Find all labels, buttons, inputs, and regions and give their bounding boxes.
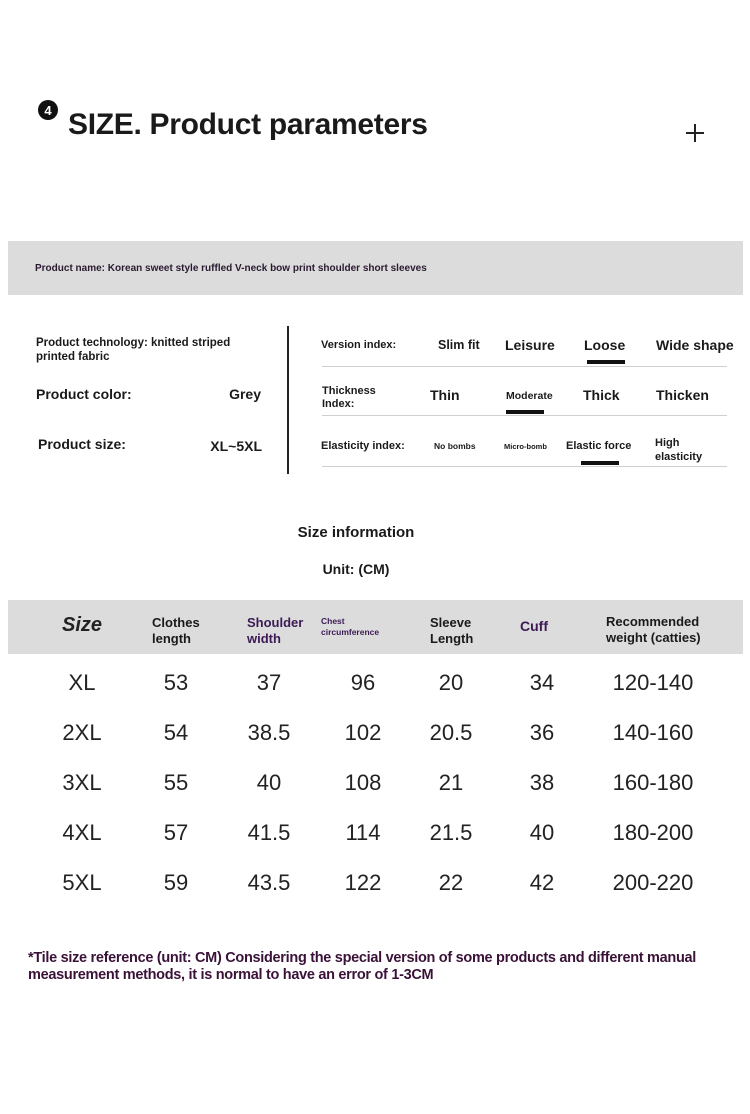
cell-chest-circumference: 102 — [344, 720, 382, 745]
cell-sleeve-length: 20.5 — [429, 720, 473, 745]
thickness-option-thicken: Thicken — [656, 387, 709, 403]
cell-cuff: 36 — [529, 720, 555, 745]
cell-cuff: 38 — [529, 770, 555, 795]
col-header-shoulder-width: Shoulder width — [247, 615, 304, 646]
cell-chest-circumference: 114 — [345, 820, 381, 845]
cell-shoulder-width: 38.5 — [247, 720, 291, 745]
cell-size: 4XL — [62, 820, 102, 845]
section-number-badge: 4 — [38, 100, 58, 120]
cell-clothes-length: 57 — [163, 820, 189, 845]
product-technology: Product technology: knitted striped printed fabric — [36, 337, 231, 363]
elasticity-option-high-elasticity: High elasticity — [655, 437, 703, 463]
cell-shoulder-width: 41.5 — [247, 820, 291, 845]
col-header-size: Size — [62, 614, 103, 636]
cell-recommended-weight: 180-200 — [612, 820, 694, 845]
cell-sleeve-length: 22 — [438, 870, 464, 895]
row-divider — [322, 415, 727, 416]
version-index-label: Version index: — [321, 339, 397, 351]
cell-cuff: 34 — [529, 670, 555, 695]
size-unit: Unit: (CM) — [322, 561, 390, 577]
cell-shoulder-width: 40 — [256, 770, 282, 795]
cell-shoulder-width: 43.5 — [247, 870, 291, 895]
product-color-label: Product color: — [36, 386, 132, 402]
cell-clothes-length: 55 — [163, 770, 189, 795]
cell-recommended-weight: 120-140 — [612, 670, 694, 695]
version-option-leisure: Leisure — [505, 337, 555, 353]
measurement-note: *Tile size reference (unit: CM) Considering the special version of some products and different manual measurement methods, it is normal to have an error of 1-3CM — [28, 950, 696, 983]
size-info-title: Size information — [297, 524, 415, 541]
version-selected-indicator — [587, 360, 625, 364]
cell-chest-circumference: 108 — [344, 770, 382, 795]
cell-clothes-length: 53 — [163, 670, 189, 695]
version-option-loose: Loose — [584, 337, 626, 353]
cell-chest-circumference: 96 — [350, 670, 376, 695]
cell-cuff: 42 — [529, 870, 555, 895]
product-color-value: Grey — [229, 386, 261, 402]
row-divider — [322, 366, 727, 367]
version-option-wide-shape: Wide shape — [656, 337, 734, 353]
cell-shoulder-width: 37 — [256, 670, 282, 695]
col-header-cuff: Cuff — [520, 618, 548, 634]
cell-size: 5XL — [62, 870, 102, 895]
cell-chest-circumference: 122 — [344, 870, 382, 895]
thickness-option-moderate: Moderate — [506, 390, 553, 402]
col-header-chest-circumference: Chest circumference — [321, 616, 380, 637]
cell-size: 2XL — [62, 720, 102, 745]
thickness-option-thin: Thin — [430, 387, 460, 403]
cell-recommended-weight: 140-160 — [612, 720, 694, 745]
cell-size: 3XL — [62, 770, 102, 795]
product-size-label: Product size: — [38, 436, 126, 452]
cell-recommended-weight: 200-220 — [612, 870, 694, 895]
cell-cuff: 40 — [529, 820, 555, 845]
elasticity-selected-indicator — [581, 461, 619, 465]
cell-clothes-length: 54 — [163, 720, 189, 745]
elasticity-option-no-bombs: No bombs — [434, 441, 476, 451]
col-header-clothes-length: Clothes length — [152, 615, 200, 646]
cell-sleeve-length: 21.5 — [429, 820, 473, 845]
product-name: Product name: Korean sweet style ruffled V-neck bow print shoulder short sleeves — [35, 263, 427, 274]
cell-recommended-weight: 160-180 — [612, 770, 694, 795]
elasticity-index-label: Elasticity index: — [321, 440, 405, 452]
product-size-value: XL~5XL — [210, 438, 262, 454]
elasticity-option-micro-bomb: Micro-bomb — [504, 442, 547, 451]
version-option-slim-fit: Slim fit — [438, 338, 480, 352]
page-title: SIZE. Product parameters — [68, 108, 428, 141]
row-divider — [322, 466, 727, 467]
cell-sleeve-length: 20 — [438, 670, 464, 695]
vertical-divider — [287, 326, 289, 474]
plus-icon — [684, 122, 706, 144]
thickness-index-label: Thickness Index: — [322, 385, 376, 410]
cell-sleeve-length: 21 — [438, 770, 464, 795]
cell-size: XL — [68, 670, 96, 695]
col-header-recommended-weight: Recommended weight (catties) — [606, 614, 701, 645]
thickness-selected-indicator — [506, 410, 544, 414]
elasticity-option-elastic-force: Elastic force — [566, 440, 632, 452]
col-header-sleeve-length: Sleeve Length — [430, 615, 474, 646]
thickness-option-thick: Thick — [583, 387, 620, 403]
cell-clothes-length: 59 — [163, 870, 189, 895]
